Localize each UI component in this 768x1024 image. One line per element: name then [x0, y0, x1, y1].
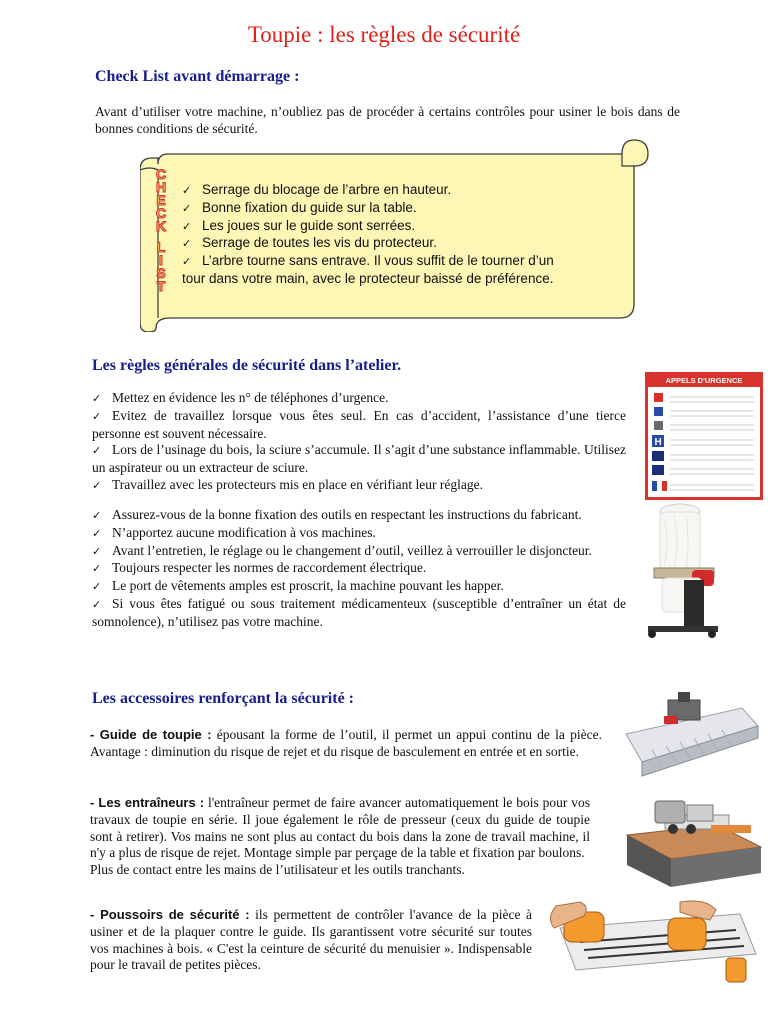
list-item: ✓ Mettez en évidence les n° de téléphones d’urgence.: [92, 390, 626, 408]
list-item: ✓ Toujours respecter les normes de raccordement électrique.: [92, 560, 626, 578]
accessory-entraineurs-label: - Les entraîneurs :: [90, 795, 205, 810]
checklist-item-continuation: tour dans votre main, avec le protecteur baissé de préférence.: [182, 270, 554, 286]
checklist-item: ✓ Serrage de toutes les vis du protecteur.: [182, 235, 622, 253]
check-icon: ✓: [182, 220, 192, 233]
check-list-vertical-label: C H E C K L I S T: [155, 166, 167, 294]
check-icon: ✓: [92, 563, 102, 576]
accessory-poussoirs-text: - Poussoirs de sécurité : ils permettent de contrôler l'avance de la pièce à usiner et de la plaquer contre le guide. Ils garantissent votre sécurité sur toutes vos machines à bois. « C'est la ceinture de sécurité du menuisier ». Indispensable pour le travail de petites pièces.: [90, 907, 532, 973]
check-icon: ✓: [182, 238, 192, 251]
checklist-item: ✓ Serrage du blocage de l’arbre en hauteur.: [182, 182, 622, 200]
check-icon: ✓: [92, 445, 102, 458]
accessories-heading: Les accessoires renforçant la sécurité :: [92, 690, 354, 707]
check-icon: ✓: [92, 581, 102, 594]
checklist-item: ✓ L’arbre tourne sans entrave. Il vous suffit de le tourner d’un: [182, 253, 622, 271]
list-item: ✓ N’apportez aucune modification à vos machines.: [92, 525, 626, 543]
check-icon: ✓: [182, 256, 192, 269]
check-icon: ✓: [92, 479, 102, 492]
page-title: Toupie : les règles de sécurité: [247, 22, 521, 47]
list-item: ✓ Si vous êtes fatigué ou sous traitement médicamenteux (susceptible d’entraîner un état de somnolence), n’utilisez pas votre machine.: [92, 595, 626, 629]
checklist-items: [182, 182, 622, 288]
general-rules-list-2: [92, 507, 626, 631]
check-icon: ✓: [182, 185, 192, 197]
check-icon: ✓: [182, 202, 192, 215]
check-icon: ✓: [92, 410, 102, 423]
check-icon: ✓: [92, 393, 102, 405]
check-icon: ✓: [92, 527, 102, 540]
check-icon: ✓: [92, 510, 102, 522]
check-icon: ✓: [92, 598, 102, 611]
svg-text:H: H: [654, 437, 662, 448]
accessory-guide-text: - Guide de toupie : épousant la forme de l’outil, il permet un appui continu de la pièce. Avantage : diminution du risque de rejet et du risque de basculement en entrée et en sortie.: [90, 727, 602, 759]
push-blocks-image: [540, 898, 764, 990]
list-item: ✓ Assurez-vous de la bonne fixation des outils en respectant les instructions du fabricant.: [92, 507, 626, 525]
check-icon: ✓: [92, 545, 102, 558]
accessory-entraineurs-text: - Les entraîneurs : l'entraîneur permet de faire avancer automatiquement le bois pour vos travaux de toupie en série. Il joue également le rôle de presseur (ceux du guide de toupie sont à retirer). Vos mains ne sont plus au contact du bois dans la zone de travail machine, il n'y a plus de risque de rejet. Montage simple par perçage de la table et fixation par boulons. Plus de contact entre les mains de l’utilisateur et les outils tranchants.: [90, 795, 590, 878]
accessory-poussoirs-label: - Poussoirs de sécurité :: [90, 907, 250, 922]
emergency-list-graphic: [648, 387, 760, 497]
general-heading: Les règles générales de sécurité dans l’atelier.: [92, 357, 402, 374]
emergency-poster-title: APPELS D'URGENCE: [648, 375, 760, 387]
checklist-heading: Check List avant démarrage :: [95, 68, 300, 85]
accessory-guide-label: - Guide de toupie :: [90, 727, 212, 742]
checklist-intro: Avant d’utiliser votre machine, n’oubliez pas de procéder à certains contrôles pour usiner le bois dans de bonnes conditions de sécurité.: [95, 104, 680, 136]
list-item: ✓ Travaillez avec les protecteurs mis en place en vérifiant leur réglage.: [92, 477, 626, 495]
dust-extractor-image: [640, 500, 740, 640]
list-item: ✓ Lors de l’usinage du bois, la sciure s’accumule. Il s’agit d’une substance inflammable. Utilisez un aspirateur ou un extracteur de sciure.: [92, 442, 626, 476]
checklist-item: ✓ Bonne fixation du guide sur la table.: [182, 200, 622, 218]
list-item: ✓ Avant l’entretien, le réglage ou le changement d’outil, veillez à verrouiller le disjoncteur.: [92, 543, 626, 561]
general-rules-list-1: [92, 390, 626, 495]
list-item: ✓ Evitez de travaillez lorsque vous êtes seul. En cas d’accident, l’assistance d’une tierce personne est souvent nécessaire.: [92, 407, 626, 441]
toupie-guide-image: [622, 690, 762, 778]
power-feeder-image: [625, 795, 763, 887]
checklist-item: ✓ Les joues sur le guide sont serrées.: [182, 218, 622, 236]
emergency-poster-image: [645, 372, 763, 500]
list-item: ✓ Le port de vêtements amples est proscrit, la machine pouvant les happer.: [92, 578, 626, 596]
